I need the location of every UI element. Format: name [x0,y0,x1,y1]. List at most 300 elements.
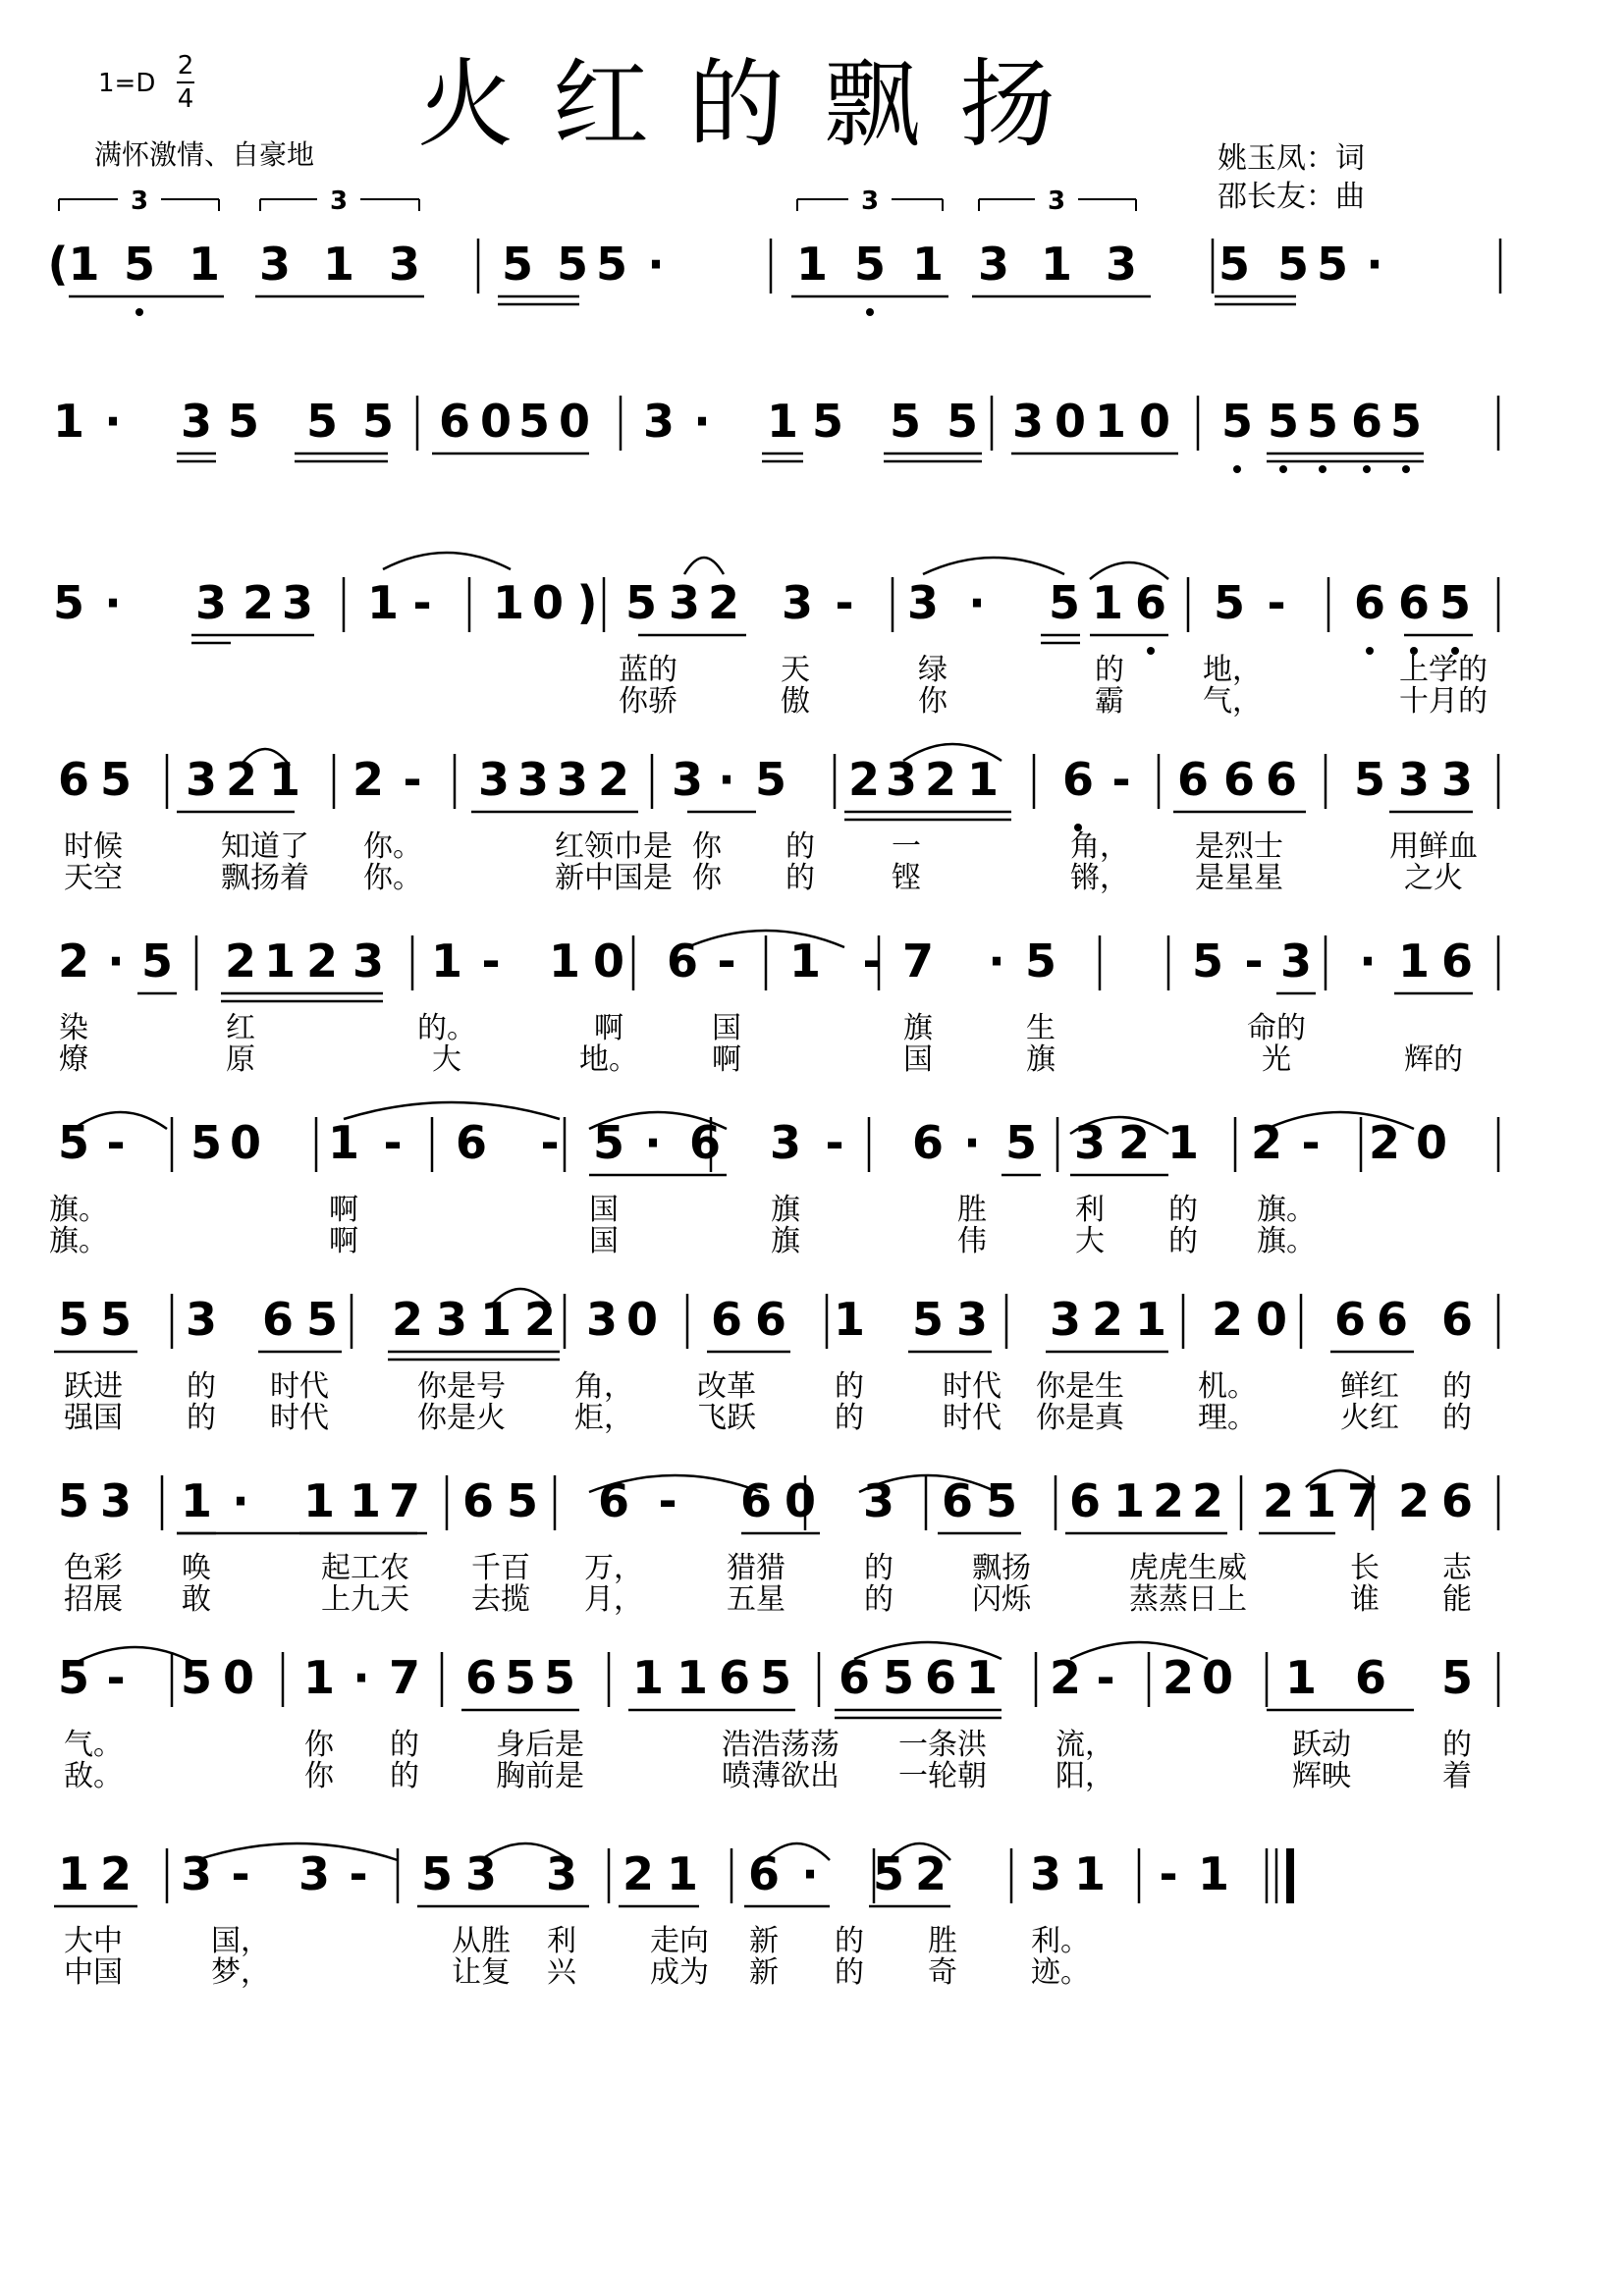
line9-lyric-verse1: 流， [1056,1728,1114,1762]
line3-note: 5 [1048,576,1081,629]
line2-note: 5 [361,395,395,448]
line7-lyric-verse1: 改革 [697,1369,756,1404]
line4-note: - [403,753,422,806]
line6-lyric-verse1: 胜 [957,1193,987,1227]
line5-lyric-verse2: 燎 [59,1042,88,1077]
line9-note: · [352,1651,370,1704]
line5-lyric-verse2: 国 [903,1042,933,1077]
line10-note: 3 [464,1847,498,1900]
line3-note: 2 [242,576,275,629]
line7-lyric-verse2: 的 [187,1401,216,1435]
line8-note: 7 [388,1474,421,1527]
line5-lyric-verse2: 旗 [1026,1042,1056,1077]
line6-lyric-verse2: 旗。 [49,1224,108,1258]
line10-note: - [349,1847,368,1900]
line6-lyric-verse1: 旗 [771,1193,800,1227]
line4-lyric-verse1: 时候 [64,829,123,864]
line4-note: 3 [1397,753,1431,806]
line2-note: 5 [1220,395,1254,448]
line3-slur [684,558,724,574]
line5-note: 3 [1279,934,1313,988]
line10-note: 2 [99,1847,133,1900]
song-title: 火红的飘扬 [417,49,1096,161]
line3-note: 1 [492,576,525,629]
line7-lyric-verse1: 角， [574,1369,633,1404]
line4-note: 3 [556,753,589,806]
line6-lyric-verse2: 旗 [771,1224,800,1258]
line9-lyric-verse1: 身后是 [496,1728,584,1762]
line9-lyric-verse2: 辉映 [1292,1759,1351,1793]
line8-note: 6 [597,1474,630,1527]
line5-note: 6 [666,934,699,988]
line5-note: 6 [1440,934,1474,988]
line5-lyric-verse1: 染 [59,1011,88,1045]
line4-note: 3 [185,753,218,806]
line6-note: · [644,1116,662,1169]
line5-note: 2 [57,934,90,988]
line7-lyric-verse1: 的 [1442,1369,1472,1404]
line10-note: - [231,1847,250,1900]
line2-note: 1 [52,395,85,448]
line9-note: - [1096,1651,1115,1704]
line5-lyric-verse2: 原 [226,1042,255,1077]
line8-lyric-verse1: 千百 [471,1551,530,1585]
line1-octave-dot [866,308,874,316]
line9-note: 1 [1284,1651,1318,1704]
line4-note: 3 [671,753,704,806]
line6-lyric-verse2: 旗。 [1257,1224,1316,1258]
line8-note: 2 [1152,1474,1185,1527]
line7-note: 2 [1211,1293,1244,1346]
line4-lyric-verse1: 的 [785,829,815,864]
line9-note: 7 [388,1651,421,1704]
line5-lyric-verse2: 辉的 [1404,1042,1463,1077]
line5-note: 2 [224,934,257,988]
line10-lyric-verse2: 迹。 [1031,1955,1090,1990]
line2-note: 6 [438,395,471,448]
line8-lyric-verse2: 的 [864,1582,893,1617]
line8-note: 5 [985,1474,1018,1527]
line5-note: 1 [263,934,297,988]
line8-lyric-verse1: 长 [1350,1551,1380,1585]
line3-note: 1 [366,576,400,629]
line8-lyric-verse2: 闪烁 [972,1582,1031,1617]
line6-note: 2 [1117,1116,1151,1169]
line5-note: - [481,934,501,988]
line9-note: 2 [1162,1651,1195,1704]
line4-lyric-verse1: 你 [692,829,722,864]
line8-note: 2 [1191,1474,1224,1527]
line1-note: 5 [1276,238,1310,291]
line7-lyric-verse2: 强国 [64,1401,123,1435]
line9-lyric-verse1: 一条洪 [898,1728,987,1762]
line3-lyric-verse2: 十月的 [1399,684,1488,719]
line5-lyric-verse1: 生 [1026,1011,1056,1045]
line5-note: · [107,934,125,988]
line10-note: 1 [1197,1847,1230,1900]
line8-lyric-verse1: 虎虎生威 [1129,1551,1247,1585]
composer-credit: 邵长友：曲 [1218,180,1365,214]
line7-lyric-verse1: 机。 [1198,1369,1257,1404]
line9-lyric-verse1: 浩浩荡荡 [722,1728,839,1762]
line9-lyric-verse2: 着 [1442,1759,1472,1793]
line4-note: · [718,753,735,806]
line5-note: - [717,934,736,988]
line8-note: 5 [57,1474,90,1527]
line3-slur [923,558,1064,574]
line5-lyric-verse2: 大 [432,1042,461,1077]
line1-note: 5 [556,238,589,291]
line5-note: 1 [430,934,463,988]
line10-lyric-verse1: 新 [749,1924,779,1958]
line8-lyric-verse1: 猎猎 [727,1551,785,1585]
line3-note: 3 [281,576,314,629]
line8-note: - [658,1474,677,1527]
line4-lyric-verse1: 是烈士 [1195,829,1283,864]
line1-note: 5 [1316,238,1349,291]
line7-note: 5 [911,1293,945,1346]
line1-note: 1 [188,238,221,291]
line6-note: 3 [769,1116,802,1169]
line4-note: 6 [1222,753,1256,806]
line2-octave-dot [1279,465,1287,473]
line6-lyric-verse1: 国 [589,1193,619,1227]
line7-note: 6 [710,1293,743,1346]
line4-lyric-verse1: 角， [1070,829,1129,864]
line4-lyric-verse2: 铿 [892,861,921,895]
line7-note: 5 [305,1293,339,1346]
line4-note: 3 [477,753,511,806]
line3-lyric-verse2: 气， [1203,684,1262,719]
line2-note: 5 [946,395,979,448]
line3-note: 3 [906,576,940,629]
line5-note: 1 [788,934,822,988]
line2-note: 0 [558,395,591,448]
line1-note: 3 [977,238,1010,291]
line9-note: - [106,1651,126,1704]
line7-note: 6 [1376,1293,1409,1346]
line7-lyric-verse2: 时代 [943,1401,1001,1435]
line4-lyric-verse2: 新中国是 [555,861,673,895]
line10-note: 3 [545,1847,578,1900]
line7-lyric-verse2: 火红 [1340,1401,1399,1435]
line9-note: 5 [543,1651,576,1704]
line3-note: 5 [52,576,85,629]
line8-note: 5 [506,1474,539,1527]
line1-tuplet-label: 3 [1047,187,1066,216]
line3-note: 1 [1091,576,1124,629]
line4-note: 3 [1440,753,1474,806]
line5-lyric-verse2: 光 [1262,1042,1291,1077]
line4-lyric-verse2: 的 [785,861,815,895]
line2-note: 5 [889,395,922,448]
line5-note: 7 [901,934,935,988]
line10-lyric-verse1: 走向 [650,1924,709,1958]
line7-note: 1 [1134,1293,1167,1346]
line3-lyric-verse1: 绿 [918,653,947,687]
line9-lyric-verse1: 气。 [64,1728,123,1762]
line8-lyric-verse1: 起工农 [321,1551,409,1585]
line4-lyric-verse1: 你。 [363,829,422,864]
line6-lyric-verse1: 利 [1075,1193,1105,1227]
line9-note: 5 [504,1651,537,1704]
line4-note: 6 [1265,753,1298,806]
line6-note: 5 [1004,1116,1038,1169]
line7-note: 3 [435,1293,468,1346]
line7-lyric-verse2: 的 [1442,1401,1472,1435]
line10-lyric-verse1: 利。 [1031,1924,1090,1958]
line5-note: 5 [1191,934,1224,988]
line6-lyric-verse2: 大 [1075,1224,1105,1258]
line5-note: 5 [140,934,174,988]
line10-lyric-verse2: 的 [835,1955,864,1990]
line7-lyric-verse1: 的 [835,1369,864,1404]
line8-note: 6 [1440,1474,1474,1527]
line8-note: 2 [1397,1474,1431,1527]
line4-lyric-verse2: 你。 [363,861,422,895]
line3-note: 0 [531,576,565,629]
expression-marking: 满怀激情、自豪地 [94,138,315,171]
line7-note: 1 [479,1293,513,1346]
line3-note: 6 [1397,576,1431,629]
line3-note: 3 [668,576,701,629]
line8-note: 1 [1112,1474,1146,1527]
line2-note: 6 [1350,395,1383,448]
line1-tuplet-label: 3 [860,187,880,216]
line9-note: 6 [718,1651,751,1704]
line7-lyric-verse1: 你是号 [417,1369,506,1404]
line9-note: 5 [1440,1651,1474,1704]
line9-note: 1 [302,1651,336,1704]
line2-note: 3 [180,395,213,448]
line7-lyric-verse1: 时代 [943,1369,1001,1404]
line9-note: 6 [464,1651,498,1704]
line5-note: 5 [1024,934,1057,988]
line5-lyric-verse2: 啊 [712,1042,741,1077]
line5-lyric-verse1: 红 [226,1011,255,1045]
line8-lyric-verse2: 去揽 [471,1582,530,1617]
line4-lyric-verse2: 天空 [64,861,123,895]
line6-lyric-verse1: 啊 [329,1193,358,1227]
line3-slur [383,553,511,569]
line2-octave-dot [1233,465,1241,473]
line6-note: 1 [1166,1116,1200,1169]
line1-tuplet-label: 3 [130,187,149,216]
line8-note: 1 [302,1474,336,1527]
line3-lyric-verse2: 傲 [781,684,810,719]
line8-note: 2 [1262,1474,1295,1527]
line5-note: · [1359,934,1377,988]
line6-note: 2 [1250,1116,1283,1169]
line1-note: 5 [123,238,156,291]
line6-lyric-verse1: 旗。 [49,1193,108,1227]
line10-lyric-verse2: 新 [749,1955,779,1990]
line4-note: 1 [268,753,301,806]
line10-note: - [1159,1847,1178,1900]
line4-note: 3 [516,753,550,806]
line7-note: 3 [185,1293,218,1346]
line6-note: 6 [911,1116,945,1169]
line9-note: 0 [1201,1651,1234,1704]
line1-note: 3 [258,238,292,291]
key-signature: 1=D [98,69,156,98]
line7-lyric-verse2: 理。 [1198,1401,1257,1435]
line10-note: 1 [57,1847,90,1900]
line10-lyric-verse1: 国， [211,1924,270,1958]
line3-lyric-verse2: 你 [918,684,947,719]
line8-lyric-verse1: 唤 [182,1551,211,1585]
line1-note: 1 [911,238,945,291]
line10-note: 5 [420,1847,454,1900]
line6-note: 1 [327,1116,360,1169]
line4-note: 5 [754,753,787,806]
line9-note: 1 [676,1651,709,1704]
line10-note: 2 [622,1847,655,1900]
line9-lyric-verse2: 你 [304,1759,334,1793]
line7-note: 5 [99,1293,133,1346]
line9-lyric-verse1: 跃动 [1292,1728,1351,1762]
line4-note: 5 [1353,753,1386,806]
line4-lyric-verse2: 锵， [1070,861,1129,895]
line9-note: 5 [882,1651,915,1704]
line7-note: 3 [1049,1293,1082,1346]
line3-lyric-verse1: 上学的 [1399,653,1488,687]
line4-note: 2 [924,753,957,806]
line8-note: 6 [461,1474,495,1527]
line4-note: 2 [225,753,258,806]
line7-note: 1 [833,1293,866,1346]
line4-note: 6 [1176,753,1210,806]
line6-note: - [825,1116,844,1169]
line5-note: 3 [352,934,385,988]
line2-note: 3 [1011,395,1045,448]
line5-note: · [988,934,1005,988]
line3-note: - [835,576,854,629]
line6-note: 5 [592,1116,625,1169]
line1-note: 1 [1040,238,1073,291]
line10-lyric-verse1: 胜 [928,1924,957,1958]
line10-note: 1 [1073,1847,1107,1900]
line4-note: 2 [352,753,385,806]
line1-note: 3 [1105,238,1138,291]
line2-note: 5 [811,395,844,448]
line9-lyric-verse2: 胸前是 [496,1759,584,1793]
line8-lyric-verse2: 上九天 [321,1582,409,1617]
line10-lyric-verse2: 兴 [547,1955,576,1990]
line8-note: 0 [784,1474,817,1527]
line4-lyric-verse1: 知道了 [221,829,309,864]
line2-note: 0 [1138,395,1171,448]
line6-note: 2 [1368,1116,1401,1169]
line6-lyric-verse1: 的 [1168,1193,1198,1227]
line4-note: 6 [1061,753,1095,806]
line1-note: 1 [322,238,355,291]
line4-lyric-verse1: 红领巾是 [555,829,673,864]
line6-lyric-verse2: 国 [589,1224,619,1258]
line4-note: 1 [966,753,1000,806]
line6-note: 6 [455,1116,488,1169]
line8-lyric-verse1: 万， [584,1551,643,1585]
line2-note: 0 [1054,395,1087,448]
line10-lyric-verse1: 利 [547,1924,576,1958]
line8-note: 1 [349,1474,382,1527]
line3-note: 6 [1353,576,1386,629]
line2-octave-dot [1402,465,1410,473]
line8-note: 6 [739,1474,773,1527]
line1-note: 5 [853,238,887,291]
line7-note: 6 [1333,1293,1367,1346]
line1-note: (1 [47,238,100,291]
line8-lyric-verse2: 招展 [64,1582,123,1617]
line7-lyric-verse2: 炬， [574,1401,633,1435]
line5-lyric-verse1: 国 [712,1011,741,1045]
line6-lyric-verse2: 啊 [329,1224,358,1258]
line2-octave-dot [1319,465,1326,473]
line7-note: 2 [523,1293,557,1346]
line7-lyric-verse1: 的 [187,1369,216,1404]
line10-lyric-verse2: 中国 [64,1955,123,1990]
line5-lyric-verse1: 命的 [1247,1011,1306,1045]
line6-lyric-verse2: 的 [1168,1224,1198,1258]
time-signature-denominator: 4 [177,84,194,114]
line4-note: 5 [99,753,133,806]
line4-note: 2 [597,753,630,806]
line9-lyric-verse2: 敌。 [64,1759,123,1793]
line9-note: 5 [759,1651,792,1704]
line4-lyric-verse2: 你 [692,861,722,895]
line3-note: 2 [707,576,740,629]
line3-note: ) [576,576,598,629]
line7-lyric-verse2: 的 [835,1401,864,1435]
line3-lyric-verse2: 霸 [1095,684,1124,719]
line8-lyric-verse2: 五星 [727,1582,785,1617]
line6-lyric-verse1: 旗。 [1257,1193,1316,1227]
line4-lyric-verse2: 飘扬着 [221,861,309,895]
line6-lyric-verse2: 伟 [957,1224,987,1258]
line3-lyric-verse2: 你骄 [619,684,677,719]
line10-lyric-verse1: 从胜 [452,1924,511,1958]
line7-lyric-verse1: 鲜红 [1340,1369,1399,1404]
line10-note: 3 [1029,1847,1062,1900]
line3-lyric-verse1: 天 [781,653,810,687]
line6-slur [344,1102,560,1119]
line10-lyric-verse1: 大中 [64,1924,123,1958]
line10-lyric-verse1: 的 [835,1924,864,1958]
line3-note: 3 [194,576,228,629]
line9-note: 6 [1354,1651,1387,1704]
line4-note: - [1111,753,1131,806]
line4-note: 2 [847,753,881,806]
line10-note: · [801,1847,819,1900]
line7-note: 0 [1255,1293,1288,1346]
line6-note: - [106,1116,126,1169]
line6-note: 0 [1415,1116,1448,1169]
line3-lyric-verse1: 蓝的 [619,653,677,687]
line3-note: 5 [624,576,658,629]
line8-note: 6 [1068,1474,1102,1527]
line8-lyric-verse2: 能 [1442,1582,1472,1617]
line9-note: 5 [57,1651,90,1704]
line9-note: 2 [1049,1651,1082,1704]
line8-note: 3 [99,1474,133,1527]
line3-note: 5 [1213,576,1246,629]
line8-note: 3 [862,1474,895,1527]
line7-lyric-verse1: 跃进 [64,1369,123,1404]
line9-note: 6 [924,1651,957,1704]
line9-lyric-verse2: 喷薄欲出 [722,1759,839,1793]
line5-lyric-verse1: 旗 [903,1011,933,1045]
line8-lyric-verse1: 色彩 [64,1551,123,1585]
